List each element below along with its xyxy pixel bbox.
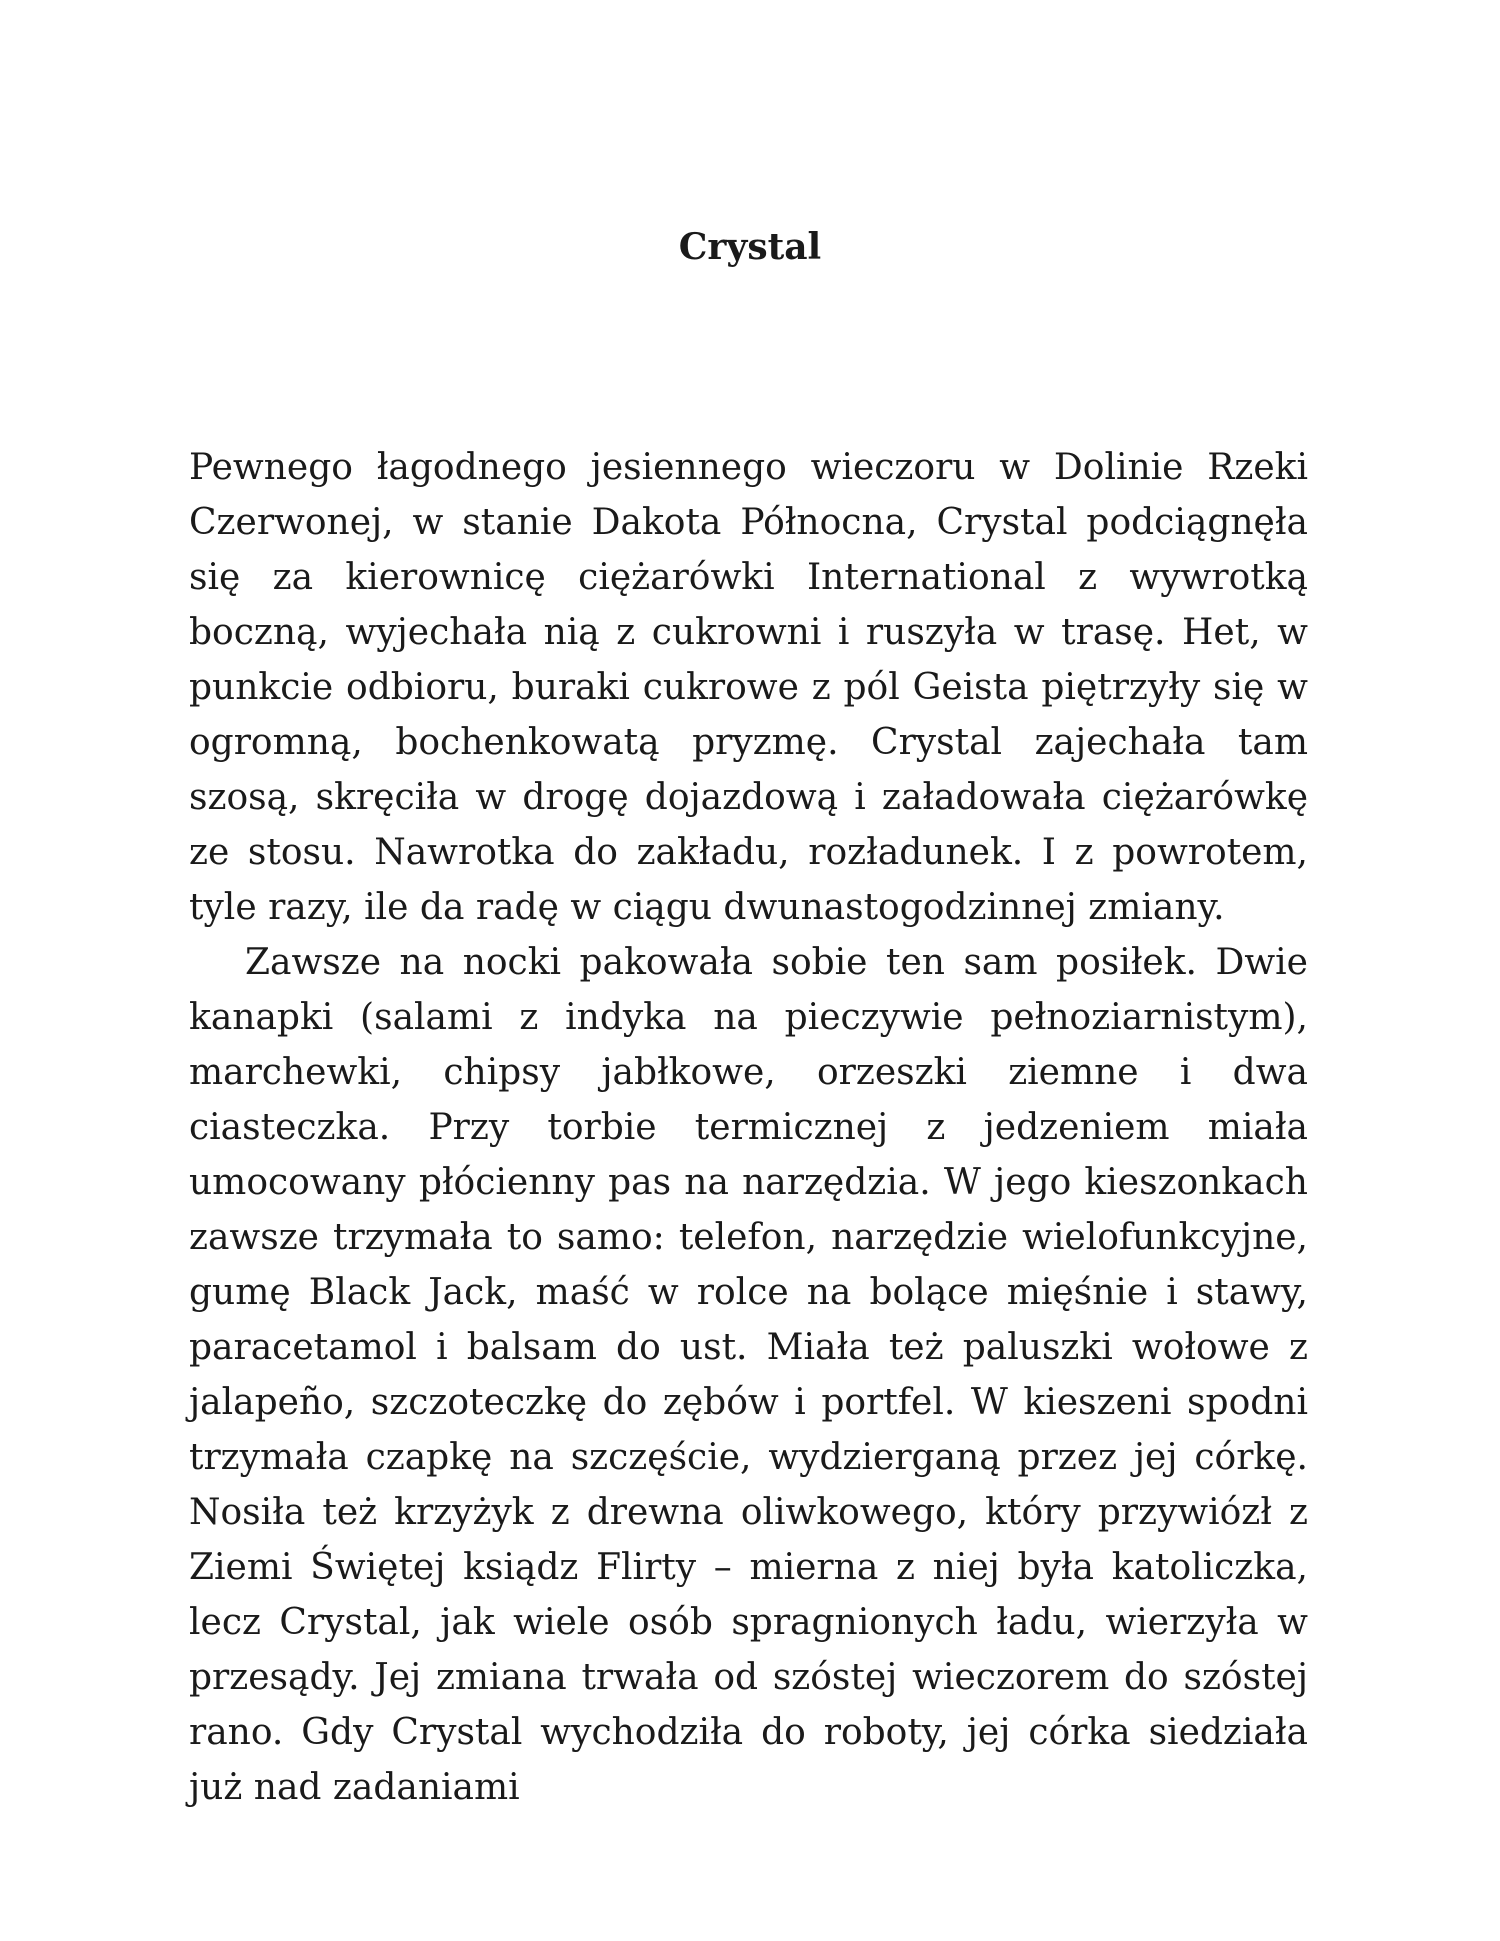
chapter-title: Crystal <box>678 226 822 268</box>
paragraph: Zawsze na nocki pakowała sobie ten sam posiłek. Dwie kanapki (salami z indyka na pieczywie pełnoziarnistym), marchewki, chipsy jabłkowe, orzeszki ziemne i dwa ciasteczka. Przy torbie termicznej z jedzeniem miała umocowany płócienny pas na narzędzia. W jego kieszonkach zawsze trzymała to samo: telefon, narzędzie wielofunkcyjne, gumę Black Jack, maść w rolce na bolące mięśnie i stawy, paracetamol i balsam do ust. Miała też paluszki wołowe z jalapeño, szczoteczkę do zębów i portfel. W kieszeni spodni trzymała czapkę na szczęście, wydzierganą przez jej córkę. Nosiła też krzyżyk z drewna oliwkowego, który przywiózł z Ziemi Świętej ksiądz Flirty – mierna z niej była katoliczka, lecz Crystal, jak wiele osób spragnionych ładu, wierzyła w przesądy. Jej zmiana trwała od szóstej wieczorem do szóstej rano. Gdy Crystal wychodziła do roboty, jej córka siedziała już nad zadaniami <box>189 942 1308 1808</box>
paragraph: Pewnego łagodnego jesiennego wieczoru w Dolinie Rzeki Czerwonej, w stanie Dakota Północna, Crystal podciągnęła się za kierownicę ciężarówki International z wywrotką boczną, wyjechała nią z cukrowni i ruszyła w trasę. Het, w punkcie odbioru, buraki cukrowe z pól Geista piętrzyły się w ogromną, bochenkowatą pryzmę. Crystal zajechała tam szosą, skręciła w drogę dojazdową i załadowała ciężarówkę ze stosu. Nawrotka do zakładu, rozładunek. I z powrotem, tyle razy, ile da radę w ciągu dwunastogodzinnej zmiany. <box>189 447 1308 928</box>
chapter-body <box>189 440 1308 1815</box>
